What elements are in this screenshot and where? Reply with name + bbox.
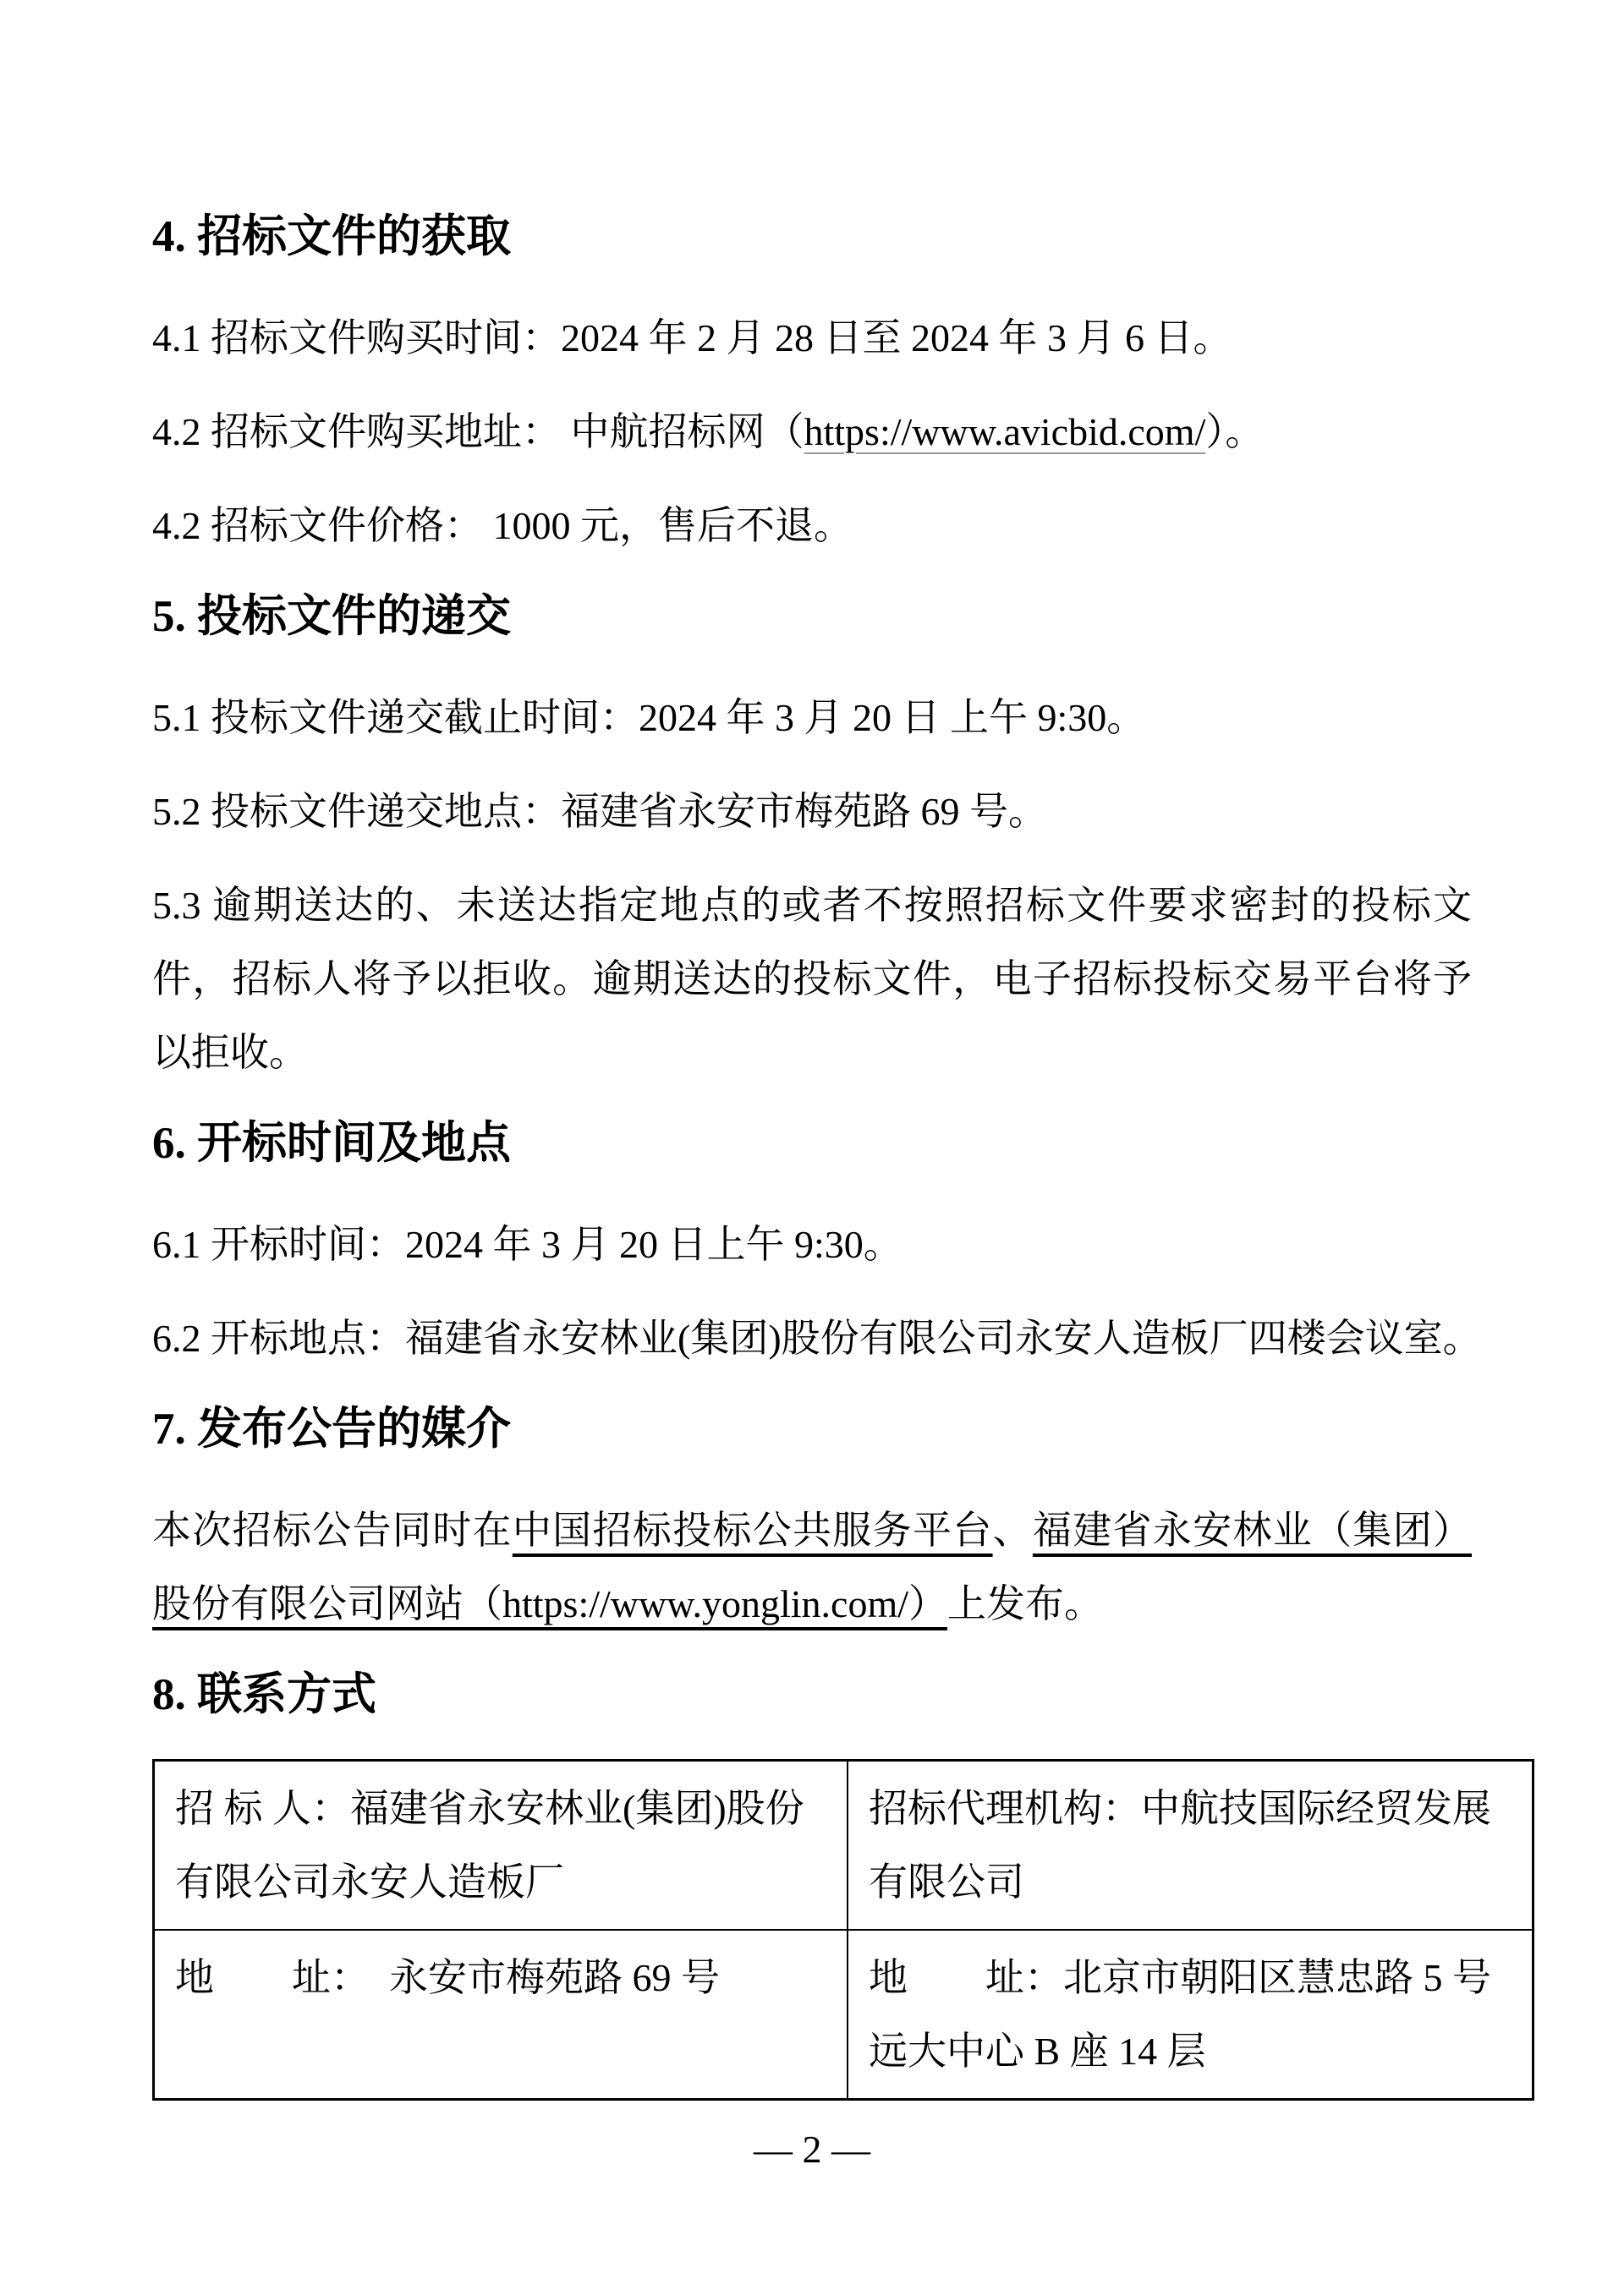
paragraph-7-media [152, 1493, 1472, 1641]
paragraph-5-3-rejection-rule: 5.3 逾期送达的、未送达指定地点的或者不按照招标文件要求密封的投标文件，招标人将予以拒收。逾期送达的投标文件，电子招标投标交易平台将予以拒收。 [152, 884, 1472, 1074]
section-8-heading: 8. 联系方式 [152, 1670, 376, 1719]
paragraph-7-suffix: 上发布。 [947, 1582, 1104, 1625]
company-website-close-paren: ） [908, 1582, 948, 1625]
table-cell-agency-address: 地 址：北京市朝阳区慧忠路 5 号远大中心 B 座 14 层 [848, 1930, 1533, 2100]
yonglin-link[interactable]: https://www.yonglin.com/ [502, 1582, 909, 1625]
paragraph-5-2-submission-place: 5.2 投标文件递交地点：福建省永安市梅苑路 69 号。 [152, 790, 1047, 833]
paragraph-7-prefix: 本次招标公告同时在 [152, 1509, 513, 1552]
table-row [154, 1930, 1533, 2100]
section-6-heading: 6. 开标时间及地点 [152, 1119, 511, 1168]
paragraph-4-2-price: 4.2 招标文件价格： 1000 元，售后不退。 [152, 504, 853, 547]
paragraph-4-2-suffix: ）。 [1205, 410, 1265, 453]
paragraph-5-1-deadline: 5.1 投标文件递交截止时间：2024 年 3 月 20 日 上午 9:30。 [152, 696, 1146, 739]
paragraph-7-separator: 、 [992, 1509, 1033, 1552]
page-number: — 2 — [754, 2128, 870, 2171]
paragraph-4-2-prefix: 4.2 招标文件购买地址： 中航招标网（ [152, 410, 804, 453]
company-website-name: 福建省永安林业（集团）股份有限公司网站（ [152, 1509, 1472, 1625]
section-5-heading: 5. 投标文件的递交 [152, 592, 511, 641]
paragraph-6-1-opening-time: 6.1 开标时间：2024 年 3 月 20 日上午 9:30。 [152, 1223, 903, 1266]
contact-table [152, 1759, 1534, 2101]
table-row [154, 1761, 1533, 1931]
table-cell-bidder: 招 标 人：福建省永安林业(集团)股份有限公司永安人造板厂 [154, 1761, 848, 1931]
avicbid-link[interactable]: https://www.avicbid.com/ [804, 410, 1206, 453]
table-cell-bidder-address: 地 址： 永安市梅苑路 69 号 [154, 1930, 848, 2100]
paragraph-4-2-purchase-address [152, 395, 1472, 469]
paragraph-6-2-opening-place: 6.2 开标地点：福建省永安林业(集团)股份有限公司永安人造板厂四楼会议室。 [152, 1317, 1482, 1360]
section-7-heading: 7. 发布公告的媒介 [152, 1405, 511, 1454]
table-cell-agency: 招标代理机构：中航技国际经贸发展有限公司 [848, 1761, 1533, 1931]
paragraph-4-1-purchase-time: 4.1 招标文件购买时间：2024 年 2 月 28 日至 2024 年 3 月 6 日。 [152, 316, 1232, 359]
media-platform-name: 中国招标投标公共服务平台 [512, 1509, 993, 1552]
section-4-heading: 4. 招标文件的获取 [152, 212, 511, 261]
